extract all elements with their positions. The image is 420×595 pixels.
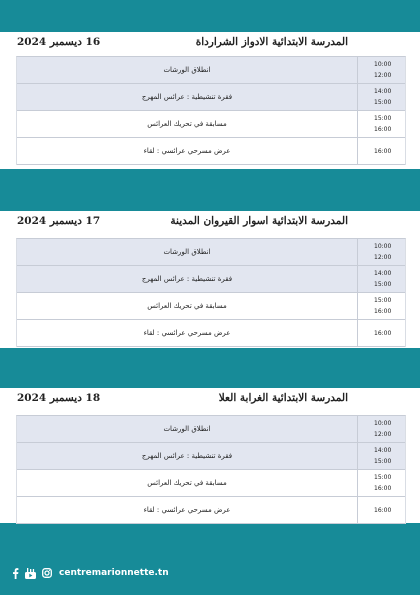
panel-header (0, 32, 420, 54)
table-row (17, 57, 405, 84)
facebook-icon[interactable] (12, 568, 19, 579)
activity-cell: مسابقة في تحريك العرائس (17, 293, 358, 319)
schedule-panel-3 (0, 388, 420, 523)
event-date: 16 ديسمبر 2024 (17, 36, 101, 48)
activity-cell: فقرة تنشيطية : عرائس المهرج (17, 266, 358, 292)
end-time: 12:00 (374, 431, 392, 438)
table-row (17, 84, 405, 111)
schedule-panel-2 (0, 211, 420, 348)
time-cell (358, 138, 405, 164)
time-cell (358, 266, 405, 292)
footer-social (12, 566, 169, 580)
activity-cell: مسابقة في تحريك العرائس (17, 470, 358, 496)
school-name: المدرسة الابتدائية الادواز الشرارداة (195, 36, 348, 48)
end-time: 16:00 (374, 485, 392, 492)
time-cell (358, 443, 405, 469)
end-time: 12:00 (374, 72, 392, 79)
schedule-table (16, 415, 406, 524)
table-row (17, 416, 405, 443)
event-date: 17 ديسمبر 2024 (17, 215, 101, 227)
end-time: 12:00 (374, 254, 392, 261)
end-time: 16:00 (374, 308, 392, 315)
table-row (17, 497, 405, 524)
panel-header (0, 388, 420, 410)
end-time: 16:00 (374, 126, 392, 133)
start-time: 10:00 (374, 420, 392, 427)
activity-cell: انطلاق الورشات (17, 57, 358, 83)
instagram-icon[interactable] (42, 568, 52, 578)
website-link[interactable]: centremarionnette.tn (59, 568, 169, 578)
schedule-table (16, 238, 406, 347)
time-cell (358, 84, 405, 110)
school-name: المدرسة الابتدائية اسوار القيروان المدينة (170, 215, 348, 227)
end-time: 15:00 (374, 99, 392, 106)
start-time: 15:00 (374, 297, 392, 304)
start-time: 16:00 (374, 330, 392, 337)
start-time: 10:00 (374, 61, 392, 68)
schedule-table (16, 56, 406, 165)
start-time: 14:00 (374, 447, 392, 454)
time-cell (358, 497, 405, 523)
school-name: المدرسة الابتدائية الغرابة العلا (218, 392, 348, 404)
table-row (17, 443, 405, 470)
schedule-panel-1 (0, 32, 420, 169)
table-row (17, 138, 405, 165)
time-cell (358, 320, 405, 346)
activity-cell: عرض مسرحي عرائسي : لقاء (17, 138, 358, 164)
end-time: 15:00 (374, 281, 392, 288)
start-time: 10:00 (374, 243, 392, 250)
time-cell (358, 239, 405, 265)
time-cell (358, 57, 405, 83)
start-time: 14:00 (374, 88, 392, 95)
end-time: 15:00 (374, 458, 392, 465)
start-time: 16:00 (374, 507, 392, 514)
start-time: 16:00 (374, 148, 392, 155)
time-cell (358, 470, 405, 496)
table-row (17, 320, 405, 347)
time-cell (358, 293, 405, 319)
start-time: 15:00 (374, 115, 392, 122)
table-row (17, 111, 405, 138)
time-cell (358, 111, 405, 137)
youtube-icon[interactable] (25, 568, 36, 579)
activity-cell: فقرة تنشيطية : عرائس المهرج (17, 84, 358, 110)
activity-cell: عرض مسرحي عرائسي : لقاء (17, 320, 358, 346)
table-row (17, 239, 405, 266)
activity-cell: عرض مسرحي عرائسي : لقاء (17, 497, 358, 523)
panel-header (0, 211, 420, 233)
activity-cell: انطلاق الورشات (17, 239, 358, 265)
table-row (17, 266, 405, 293)
activity-cell: مسابقة في تحريك العرائس (17, 111, 358, 137)
activity-cell: انطلاق الورشات (17, 416, 358, 442)
start-time: 15:00 (374, 474, 392, 481)
time-cell (358, 416, 405, 442)
table-row (17, 293, 405, 320)
start-time: 14:00 (374, 270, 392, 277)
table-row (17, 470, 405, 497)
event-date: 18 ديسمبر 2024 (17, 392, 101, 404)
activity-cell: فقرة تنشيطية : عرائس المهرج (17, 443, 358, 469)
